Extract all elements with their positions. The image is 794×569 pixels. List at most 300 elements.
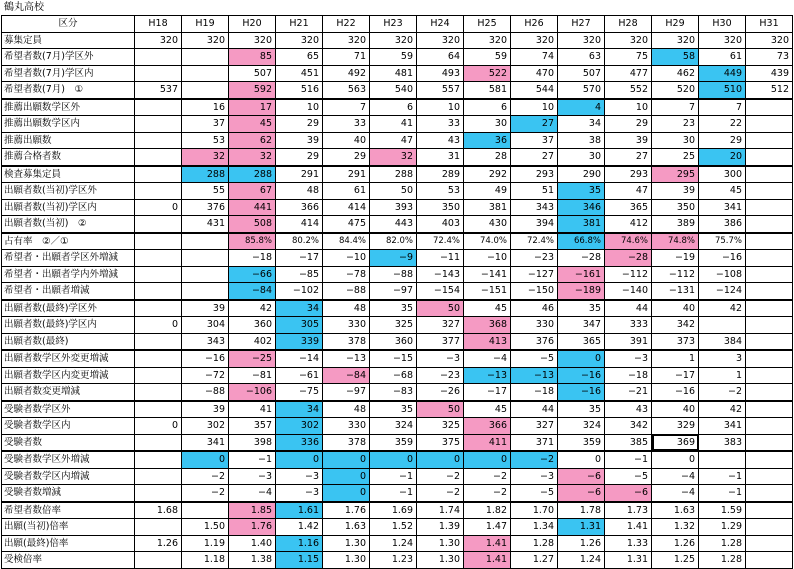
data-cell[interactable]: 74.6% (605, 233, 652, 250)
data-cell[interactable]: −4 (652, 468, 699, 485)
data-cell[interactable]: 30 (558, 149, 605, 166)
data-cell[interactable]: −131 (652, 283, 699, 300)
data-cell[interactable]: −4 (229, 485, 276, 502)
data-cell[interactable]: 381 (558, 216, 605, 233)
data-cell[interactable] (746, 317, 793, 334)
data-cell[interactable]: 288 (182, 166, 229, 183)
row-label[interactable]: 募集定員 (2, 32, 135, 49)
data-cell[interactable]: −84 (323, 367, 370, 384)
data-cell[interactable]: 1.30 (323, 535, 370, 552)
row-label[interactable]: 出願者数(最終)学区内 (2, 317, 135, 334)
data-cell[interactable]: −2 (699, 384, 746, 401)
data-cell[interactable]: −2 (417, 485, 464, 502)
data-cell[interactable]: 0 (135, 199, 182, 216)
data-cell[interactable]: 1.26 (135, 535, 182, 552)
selected-cell[interactable]: 369 (652, 434, 699, 451)
data-cell[interactable]: 449 (699, 65, 746, 82)
data-cell[interactable]: 1.73 (605, 502, 652, 519)
data-cell[interactable]: 290 (558, 166, 605, 183)
row-label[interactable]: 出願者数変更増減 (2, 384, 135, 401)
data-cell[interactable] (746, 183, 793, 200)
data-cell[interactable]: 0 (323, 451, 370, 468)
row-label[interactable]: 受験者数 (2, 434, 135, 451)
data-cell[interactable] (746, 132, 793, 149)
data-cell[interactable]: −143 (417, 266, 464, 283)
row-label[interactable]: 出願者数学区内変更増減 (2, 367, 135, 384)
data-cell[interactable]: 34 (276, 300, 323, 317)
data-cell[interactable]: 1.27 (511, 552, 558, 569)
data-cell[interactable]: 320 (558, 32, 605, 49)
data-cell[interactable]: 1.28 (699, 552, 746, 569)
data-cell[interactable]: −16 (558, 384, 605, 401)
row-label[interactable]: 推薦出願数 (2, 132, 135, 149)
data-cell[interactable]: −17 (652, 367, 699, 384)
data-cell[interactable]: −2 (182, 468, 229, 485)
data-cell[interactable]: −97 (370, 283, 417, 300)
data-cell[interactable]: 1.38 (229, 552, 276, 569)
data-cell[interactable]: −13 (511, 367, 558, 384)
data-cell[interactable]: −2 (511, 451, 558, 468)
data-cell[interactable]: 72.4% (417, 233, 464, 250)
data-cell[interactable]: 346 (558, 199, 605, 216)
data-cell[interactable]: −83 (370, 384, 417, 401)
data-cell[interactable]: 35 (558, 183, 605, 200)
data-cell[interactable]: −66 (229, 266, 276, 283)
data-cell[interactable] (746, 401, 793, 418)
data-cell[interactable]: 10 (417, 99, 464, 116)
data-cell[interactable]: 394 (511, 216, 558, 233)
data-cell[interactable]: 1.26 (652, 535, 699, 552)
data-cell[interactable]: 1.19 (182, 535, 229, 552)
data-cell[interactable]: 0 (558, 451, 605, 468)
data-cell[interactable] (746, 502, 793, 519)
data-cell[interactable]: 74 (511, 49, 558, 66)
data-cell[interactable]: −3 (605, 350, 652, 367)
data-cell[interactable]: 391 (605, 333, 652, 350)
data-cell[interactable]: −97 (323, 384, 370, 401)
data-cell[interactable]: 44 (511, 401, 558, 418)
data-cell[interactable]: −84 (229, 283, 276, 300)
data-cell[interactable]: −1 (605, 451, 652, 468)
data-cell[interactable] (135, 401, 182, 418)
data-cell[interactable]: 1.28 (699, 535, 746, 552)
data-cell[interactable]: 371 (511, 434, 558, 451)
data-cell[interactable]: 1.63 (323, 519, 370, 536)
data-cell[interactable]: −16 (182, 350, 229, 367)
row-label[interactable]: 出願者数(当初) ② (2, 216, 135, 233)
data-cell[interactable]: 75 (605, 49, 652, 66)
data-cell[interactable]: −3 (276, 468, 323, 485)
data-cell[interactable]: 320 (182, 32, 229, 49)
header-cell-year[interactable]: H26 (511, 16, 558, 33)
data-cell[interactable]: 520 (652, 82, 699, 99)
data-cell[interactable]: −6 (605, 485, 652, 502)
data-cell[interactable]: 339 (276, 333, 323, 350)
data-cell[interactable]: 29 (323, 149, 370, 166)
data-cell[interactable]: 4 (558, 99, 605, 116)
data-cell[interactable]: 1.25 (652, 552, 699, 569)
header-cell-year[interactable]: H18 (135, 16, 182, 33)
data-cell[interactable]: 451 (276, 65, 323, 82)
data-cell[interactable]: 27 (511, 149, 558, 166)
row-label[interactable]: 推薦合格者数 (2, 149, 135, 166)
data-cell[interactable]: −28 (605, 250, 652, 267)
data-cell[interactable]: −17 (464, 384, 511, 401)
data-cell[interactable]: −5 (511, 350, 558, 367)
data-cell[interactable]: 1.41 (464, 552, 511, 569)
data-cell[interactable]: 50 (417, 300, 464, 317)
data-cell[interactable]: 65 (276, 49, 323, 66)
data-cell[interactable]: 403 (417, 216, 464, 233)
data-cell[interactable]: 45 (464, 300, 511, 317)
data-cell[interactable]: 33 (323, 116, 370, 133)
data-cell[interactable]: 20 (699, 149, 746, 166)
data-cell[interactable]: −6 (558, 468, 605, 485)
data-cell[interactable]: 462 (652, 65, 699, 82)
data-cell[interactable]: 42 (229, 300, 276, 317)
data-cell[interactable]: 0 (464, 451, 511, 468)
data-cell[interactable] (746, 552, 793, 569)
data-cell[interactable]: 7 (652, 99, 699, 116)
header-cell-category[interactable]: 区分 (2, 16, 135, 33)
data-cell[interactable]: 10 (605, 99, 652, 116)
data-cell[interactable]: 1.70 (511, 502, 558, 519)
data-cell[interactable]: −1 (370, 468, 417, 485)
data-cell[interactable]: 61 (699, 49, 746, 66)
data-cell[interactable]: 53 (417, 183, 464, 200)
data-cell[interactable]: −16 (652, 384, 699, 401)
data-cell[interactable]: 75.7% (699, 233, 746, 250)
data-cell[interactable]: −5 (605, 468, 652, 485)
data-cell[interactable]: 1.68 (135, 502, 182, 519)
data-cell[interactable]: 58 (652, 49, 699, 66)
data-cell[interactable]: 85.8% (229, 233, 276, 250)
data-cell[interactable]: 33 (417, 116, 464, 133)
data-cell[interactable]: 1.63 (652, 502, 699, 519)
data-cell[interactable]: 376 (511, 333, 558, 350)
data-cell[interactable]: 39 (182, 401, 229, 418)
data-cell[interactable]: 72.4% (511, 233, 558, 250)
data-cell[interactable]: −18 (511, 384, 558, 401)
data-cell[interactable]: 510 (699, 82, 746, 99)
row-label[interactable]: 受験者数増減 (2, 485, 135, 502)
data-cell[interactable]: 51 (511, 183, 558, 200)
data-cell[interactable]: −3 (417, 350, 464, 367)
data-cell[interactable]: 293 (511, 166, 558, 183)
data-cell[interactable]: 1.40 (229, 535, 276, 552)
data-cell[interactable]: 0 (182, 451, 229, 468)
data-cell[interactable]: 384 (699, 333, 746, 350)
row-label[interactable]: 受験者数学区内増減 (2, 468, 135, 485)
data-cell[interactable]: −75 (276, 384, 323, 401)
data-cell[interactable]: 414 (323, 199, 370, 216)
header-cell-year[interactable]: H21 (276, 16, 323, 33)
data-cell[interactable]: 66.8% (558, 233, 605, 250)
data-cell[interactable] (135, 367, 182, 384)
data-cell[interactable] (135, 49, 182, 66)
data-cell[interactable] (135, 116, 182, 133)
data-cell[interactable]: −13 (464, 367, 511, 384)
data-cell[interactable]: 1.39 (417, 519, 464, 536)
data-cell[interactable] (135, 283, 182, 300)
data-cell[interactable]: 6 (370, 99, 417, 116)
data-cell[interactable] (699, 317, 746, 334)
header-cell-year[interactable]: H23 (370, 16, 417, 33)
data-cell[interactable]: 293 (605, 166, 652, 183)
data-cell[interactable]: 1 (699, 367, 746, 384)
data-cell[interactable]: −3 (229, 468, 276, 485)
data-cell[interactable]: 320 (135, 32, 182, 49)
row-label[interactable]: 希望者・出願者増減 (2, 283, 135, 300)
data-cell[interactable] (746, 367, 793, 384)
row-label[interactable]: 受験者数学区外 (2, 401, 135, 418)
data-cell[interactable]: 35 (558, 300, 605, 317)
data-cell[interactable]: 35 (370, 300, 417, 317)
data-cell[interactable]: 341 (699, 418, 746, 435)
data-cell[interactable]: 492 (323, 65, 370, 82)
data-cell[interactable]: 80.2% (276, 233, 323, 250)
data-cell[interactable]: 27 (511, 116, 558, 133)
data-cell[interactable] (746, 266, 793, 283)
row-label[interactable]: 出願(当初)倍率 (2, 519, 135, 536)
data-cell[interactable]: 1 (652, 350, 699, 367)
data-cell[interactable]: −78 (323, 266, 370, 283)
data-cell[interactable]: 389 (652, 216, 699, 233)
header-cell-year[interactable]: H24 (417, 16, 464, 33)
data-cell[interactable]: 383 (699, 434, 746, 451)
data-cell[interactable] (746, 99, 793, 116)
data-cell[interactable]: −61 (276, 367, 323, 384)
row-label[interactable]: 出願者数(最終) (2, 333, 135, 350)
data-cell[interactable]: 42 (699, 401, 746, 418)
header-cell-year[interactable]: H22 (323, 16, 370, 33)
data-cell[interactable]: 35 (558, 401, 605, 418)
data-cell[interactable]: 43 (417, 132, 464, 149)
data-cell[interactable]: 63 (558, 49, 605, 66)
data-cell[interactable]: −1 (699, 468, 746, 485)
data-cell[interactable] (135, 434, 182, 451)
data-cell[interactable]: 0 (135, 418, 182, 435)
data-cell[interactable]: 365 (558, 333, 605, 350)
data-cell[interactable]: 320 (417, 32, 464, 49)
data-cell[interactable]: 413 (464, 333, 511, 350)
data-cell[interactable]: 359 (370, 434, 417, 451)
data-cell[interactable]: 330 (323, 418, 370, 435)
data-cell[interactable]: 47 (605, 183, 652, 200)
row-label[interactable]: 出願者数(当初)学区内 (2, 199, 135, 216)
data-cell[interactable] (135, 65, 182, 82)
data-cell[interactable]: −3 (276, 485, 323, 502)
data-cell[interactable]: 431 (182, 216, 229, 233)
data-cell[interactable]: −112 (605, 266, 652, 283)
data-cell[interactable] (135, 350, 182, 367)
data-cell[interactable]: 295 (652, 166, 699, 183)
data-cell[interactable]: 37 (182, 116, 229, 133)
data-cell[interactable]: 343 (182, 333, 229, 350)
data-cell[interactable]: 30 (464, 116, 511, 133)
data-cell[interactable] (746, 384, 793, 401)
data-cell[interactable]: 481 (370, 65, 417, 82)
data-cell[interactable]: −72 (182, 367, 229, 384)
data-cell[interactable]: 39 (605, 132, 652, 149)
data-cell[interactable]: −2 (182, 485, 229, 502)
data-cell[interactable]: 522 (464, 65, 511, 82)
data-cell[interactable]: −161 (558, 266, 605, 283)
data-cell[interactable]: 82.0% (370, 233, 417, 250)
data-cell[interactable]: 48 (276, 183, 323, 200)
header-cell-year[interactable]: H30 (699, 16, 746, 33)
row-label[interactable]: 出願者数(当初)学区外 (2, 183, 135, 200)
data-cell[interactable]: 333 (605, 317, 652, 334)
data-cell[interactable] (182, 49, 229, 66)
data-cell[interactable]: 563 (323, 82, 370, 99)
data-cell[interactable]: −16 (699, 250, 746, 267)
data-cell[interactable]: 48 (323, 300, 370, 317)
data-cell[interactable] (746, 519, 793, 536)
data-cell[interactable] (135, 451, 182, 468)
data-cell[interactable]: 360 (229, 317, 276, 334)
data-cell[interactable]: 39 (652, 183, 699, 200)
data-cell[interactable] (699, 451, 746, 468)
data-cell[interactable]: 45 (229, 116, 276, 133)
data-cell[interactable]: 1.50 (182, 519, 229, 536)
data-cell[interactable]: 329 (652, 418, 699, 435)
data-cell[interactable]: 71 (323, 49, 370, 66)
data-cell[interactable]: −2 (417, 468, 464, 485)
data-cell[interactable]: 1.42 (276, 519, 323, 536)
data-cell[interactable]: 74.0% (464, 233, 511, 250)
data-cell[interactable]: 342 (652, 317, 699, 334)
header-cell-year[interactable]: H29 (652, 16, 699, 33)
data-cell[interactable] (182, 250, 229, 267)
data-cell[interactable] (135, 99, 182, 116)
data-cell[interactable]: 330 (323, 317, 370, 334)
data-cell[interactable] (182, 266, 229, 283)
data-cell[interactable]: 39 (182, 300, 229, 317)
data-cell[interactable]: 376 (182, 199, 229, 216)
data-cell[interactable]: 1.69 (370, 502, 417, 519)
data-cell[interactable]: 29 (276, 116, 323, 133)
data-cell[interactable]: 55 (182, 183, 229, 200)
data-cell[interactable]: 1.61 (276, 502, 323, 519)
data-cell[interactable]: −2 (464, 468, 511, 485)
data-cell[interactable]: 0 (652, 451, 699, 468)
data-cell[interactable]: −141 (464, 266, 511, 283)
data-cell[interactable]: 0 (417, 451, 464, 468)
data-cell[interactable]: 305 (276, 317, 323, 334)
data-cell[interactable]: 1.30 (417, 535, 464, 552)
data-cell[interactable]: 47 (370, 132, 417, 149)
data-cell[interactable]: −5 (511, 485, 558, 502)
data-cell[interactable] (135, 384, 182, 401)
data-cell[interactable]: −151 (464, 283, 511, 300)
data-cell[interactable]: 73 (746, 49, 793, 66)
data-cell[interactable]: 412 (605, 216, 652, 233)
data-cell[interactable]: 48 (323, 401, 370, 418)
data-cell[interactable]: 22 (699, 116, 746, 133)
data-cell[interactable]: 17 (229, 99, 276, 116)
header-cell-year[interactable]: H27 (558, 16, 605, 33)
data-cell[interactable]: 537 (135, 82, 182, 99)
data-cell[interactable]: 1.28 (511, 535, 558, 552)
data-cell[interactable]: 32 (229, 149, 276, 166)
data-cell[interactable]: 302 (276, 418, 323, 435)
data-cell[interactable]: 540 (370, 82, 417, 99)
data-cell[interactable] (182, 283, 229, 300)
data-cell[interactable]: 7 (699, 99, 746, 116)
data-cell[interactable]: 357 (229, 418, 276, 435)
data-cell[interactable]: 1.34 (511, 519, 558, 536)
data-cell[interactable] (746, 283, 793, 300)
row-label[interactable]: 希望者数(7月)学区内 (2, 65, 135, 82)
data-cell[interactable]: 84.4% (323, 233, 370, 250)
data-cell[interactable]: 50 (417, 401, 464, 418)
data-cell[interactable]: 46 (511, 300, 558, 317)
data-cell[interactable]: −26 (417, 384, 464, 401)
data-cell[interactable] (746, 350, 793, 367)
data-cell[interactable] (746, 233, 793, 250)
data-cell[interactable]: 341 (182, 434, 229, 451)
row-label[interactable]: 検査募集定員 (2, 166, 135, 183)
data-cell[interactable]: 443 (370, 216, 417, 233)
data-cell[interactable]: 1.74 (417, 502, 464, 519)
data-cell[interactable]: 508 (229, 216, 276, 233)
data-cell[interactable]: 386 (699, 216, 746, 233)
data-cell[interactable]: 336 (276, 434, 323, 451)
data-cell[interactable]: −17 (276, 250, 323, 267)
data-cell[interactable] (135, 216, 182, 233)
data-cell[interactable]: 493 (417, 65, 464, 82)
data-cell[interactable]: 350 (417, 199, 464, 216)
data-cell[interactable]: −1 (229, 451, 276, 468)
data-cell[interactable]: 1.47 (464, 519, 511, 536)
data-cell[interactable]: −10 (464, 250, 511, 267)
data-cell[interactable] (135, 233, 182, 250)
row-label[interactable]: 受検倍率 (2, 552, 135, 569)
data-cell[interactable]: 1.30 (417, 552, 464, 569)
data-cell[interactable] (746, 300, 793, 317)
data-cell[interactable]: 1.32 (652, 519, 699, 536)
data-cell[interactable] (746, 451, 793, 468)
data-cell[interactable] (135, 485, 182, 502)
data-cell[interactable]: 1.33 (605, 535, 652, 552)
data-cell[interactable]: 39 (276, 132, 323, 149)
data-cell[interactable]: −4 (464, 350, 511, 367)
data-cell[interactable]: 1.31 (558, 519, 605, 536)
data-cell[interactable]: 470 (511, 65, 558, 82)
data-cell[interactable]: −154 (417, 283, 464, 300)
header-cell-year[interactable]: H31 (746, 16, 793, 33)
data-cell[interactable]: 414 (276, 216, 323, 233)
data-cell[interactable]: 0 (323, 468, 370, 485)
data-cell[interactable]: 320 (652, 32, 699, 49)
data-cell[interactable]: 6 (464, 99, 511, 116)
header-cell-year[interactable]: H20 (229, 16, 276, 33)
data-cell[interactable]: 41 (229, 401, 276, 418)
data-cell[interactable] (135, 300, 182, 317)
data-cell[interactable]: 320 (605, 32, 652, 49)
data-cell[interactable]: 375 (417, 434, 464, 451)
data-cell[interactable] (746, 418, 793, 435)
data-cell[interactable]: 377 (417, 333, 464, 350)
data-cell[interactable]: 507 (229, 65, 276, 82)
data-cell[interactable]: 402 (229, 333, 276, 350)
data-cell[interactable] (182, 82, 229, 99)
data-cell[interactable]: 343 (511, 199, 558, 216)
data-cell[interactable]: 581 (464, 82, 511, 99)
data-cell[interactable]: −1 (699, 485, 746, 502)
data-cell[interactable]: 1.16 (276, 535, 323, 552)
